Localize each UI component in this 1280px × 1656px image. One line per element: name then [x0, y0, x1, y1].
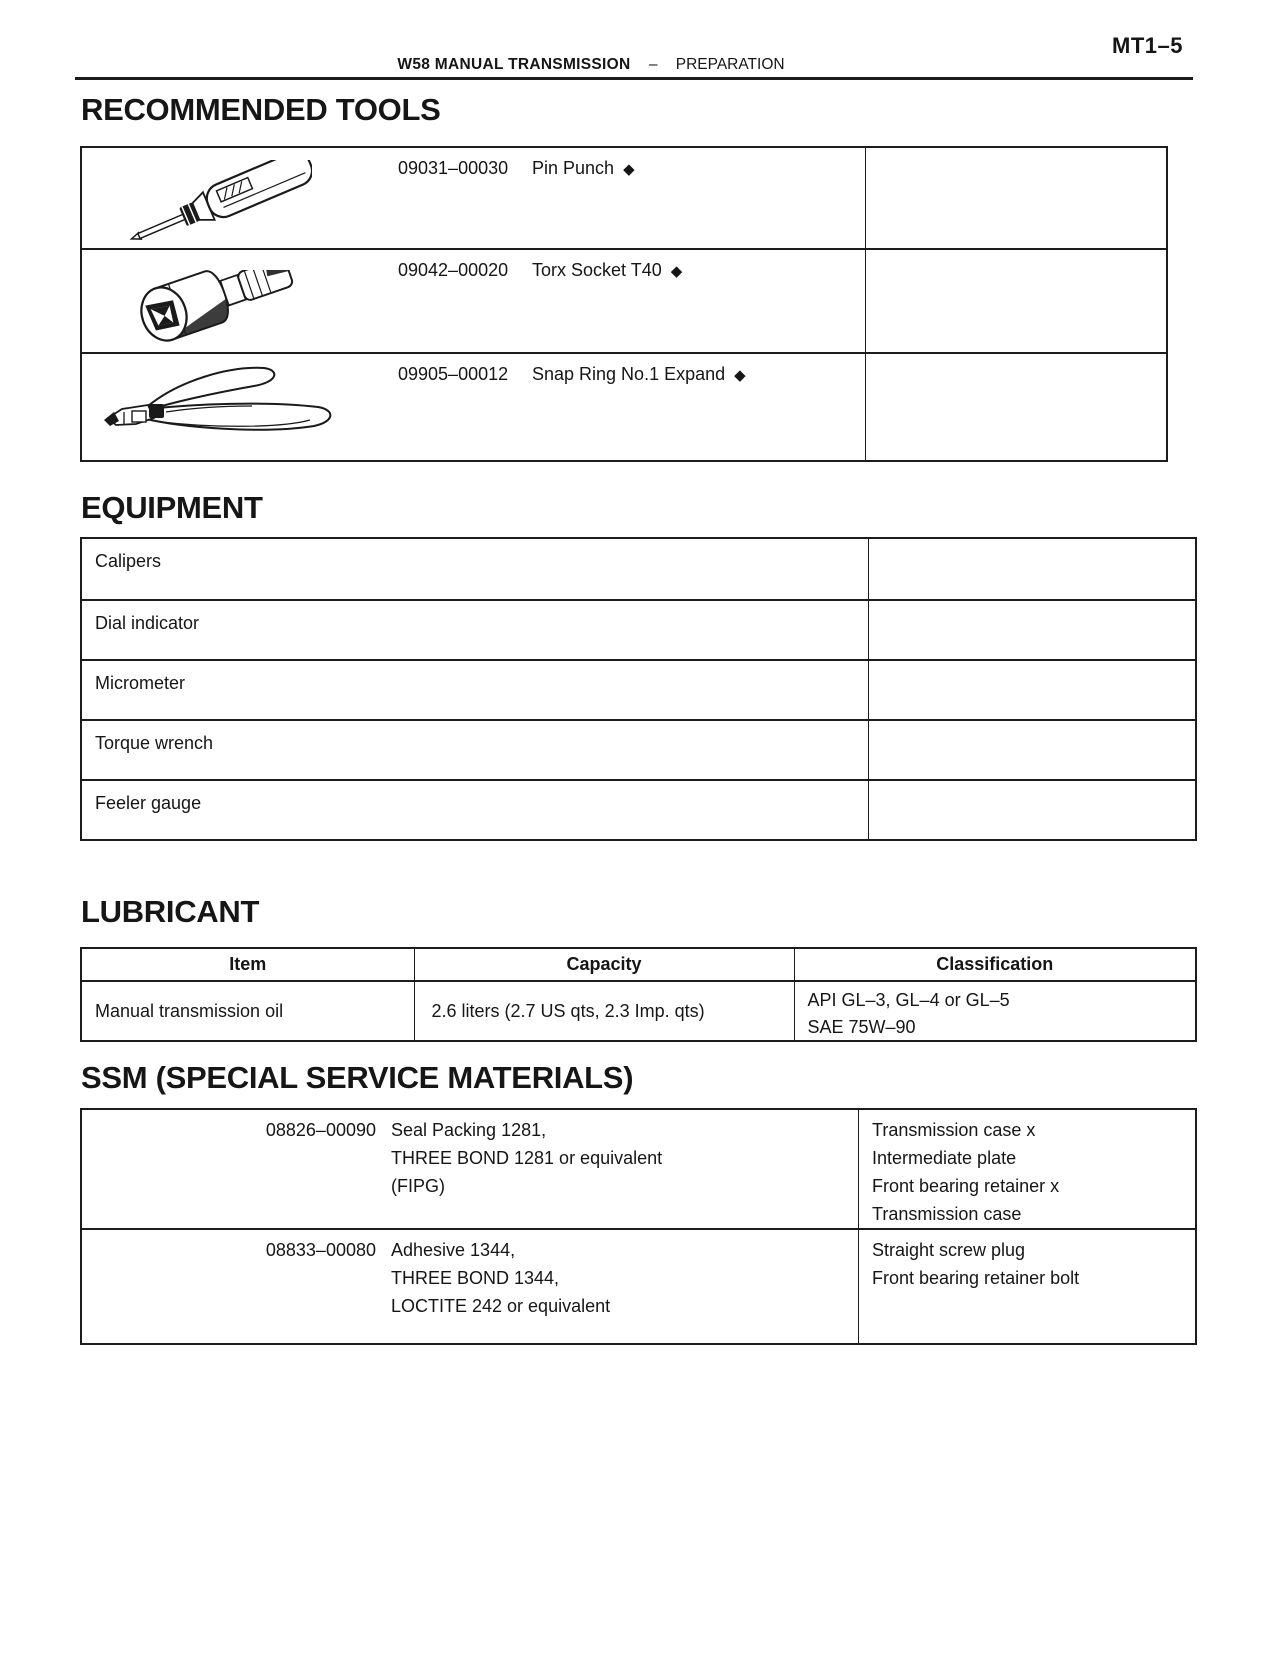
diamond-marker-icon: ◆: [623, 161, 635, 178]
table-row: [82, 248, 1166, 352]
tool-label: [398, 260, 682, 281]
empty-cell: [865, 148, 1166, 248]
lubricant-classification: [794, 982, 1196, 1040]
material-line: (FIPG): [391, 1176, 445, 1196]
equipment-item: Torque wrench: [95, 733, 214, 753]
ssm-heading: SSM (SPECIAL SERVICE MATERIALS): [81, 1060, 634, 1095]
header-separator: –: [648, 56, 658, 73]
table-row: [82, 1228, 1195, 1343]
equipment-item: Feeler gauge: [95, 793, 202, 813]
tool-cell: [82, 354, 865, 460]
empty-cell: [865, 354, 1166, 460]
header-title: W58 MANUAL TRANSMISSION: [397, 56, 631, 73]
empty-cell: [868, 661, 1195, 719]
equipment-item: Dial indicator: [95, 613, 200, 633]
classification-line: SAE 75W–90: [807, 1017, 916, 1037]
table-row: [82, 719, 1195, 779]
table-row: [82, 1110, 1195, 1228]
header-rule: [75, 77, 1193, 80]
table-row: [82, 148, 1166, 248]
ssm-application-cell: [858, 1230, 1195, 1343]
application-line: Straight screw plug: [872, 1240, 1026, 1260]
tool-code: 09031–00030: [398, 158, 509, 178]
recommended-tools-table: [80, 146, 1168, 462]
page-number: MT1–5: [1112, 33, 1183, 58]
material-line: Seal Packing 1281,: [391, 1120, 547, 1140]
lubricant-capacity: 2.6 liters (2.7 US qts, 2.3 Imp. qts): [414, 982, 794, 1040]
material-line: THREE BOND 1281 or equivalent: [391, 1148, 663, 1168]
empty-cell: [868, 721, 1195, 779]
ssm-application-cell: [858, 1110, 1195, 1228]
tool-name: Torx Socket T40: [532, 260, 662, 280]
tool-label: [398, 158, 635, 179]
table-header-row: [82, 949, 1195, 982]
snap-ring-pliers-illustration: [102, 356, 352, 448]
ssm-table: [80, 1108, 1197, 1345]
application-line: Transmission case: [872, 1204, 1022, 1224]
column-header: Classification: [794, 949, 1196, 980]
application-line: Intermediate plate: [872, 1148, 1017, 1168]
tool-name: Snap Ring No.1 Expand: [532, 364, 726, 384]
table-row: [82, 779, 1195, 839]
tool-code: 09905–00012: [398, 364, 509, 384]
table-row: [82, 352, 1166, 460]
empty-cell: [868, 539, 1195, 599]
material-line: Adhesive 1344,: [391, 1240, 516, 1260]
ssm-code: 08826–00090: [265, 1120, 376, 1140]
ssm-code: 08833–00080: [265, 1240, 376, 1260]
lubricant-heading: LUBRICANT: [81, 894, 260, 929]
classification-line: API GL–3, GL–4 or GL–5: [807, 990, 1010, 1010]
table-row: [82, 539, 1195, 599]
tool-code: 09042–00020: [398, 260, 509, 280]
equipment-item: Micrometer: [95, 673, 186, 693]
table-row: [82, 659, 1195, 719]
ssm-material-cell: [82, 1110, 858, 1228]
table-row: [82, 599, 1195, 659]
column-header: Item: [229, 954, 267, 974]
ssm-material-cell: [82, 1230, 858, 1343]
application-line: Transmission case x: [872, 1120, 1036, 1140]
tool-cell: [82, 148, 865, 248]
running-header: [0, 56, 1182, 74]
equipment-table: [80, 537, 1197, 841]
empty-cell: [868, 601, 1195, 659]
recommended-tools-heading: RECOMMENDED TOOLS: [81, 92, 441, 127]
tool-name: Pin Punch: [532, 158, 615, 178]
tool-label: [398, 364, 746, 385]
ssm-material: [391, 1236, 610, 1343]
empty-cell: [865, 250, 1166, 352]
application-line: Front bearing retainer x: [872, 1176, 1060, 1196]
diamond-marker-icon: ◆: [734, 367, 746, 384]
lubricant-item: Manual transmission oil: [95, 1000, 284, 1021]
table-row: [82, 982, 1195, 1040]
pin-punch-illustration: [122, 160, 312, 246]
tool-cell: [82, 250, 865, 352]
diamond-marker-icon: ◆: [670, 263, 683, 280]
header-section: PREPARATION: [675, 56, 785, 73]
column-header: Capacity: [414, 949, 794, 980]
empty-cell: [868, 781, 1195, 839]
material-line: LOCTITE 242 or equivalent: [391, 1296, 611, 1316]
torx-socket-illustration: [134, 270, 299, 348]
lubricant-table: [80, 947, 1197, 1042]
ssm-material: [391, 1116, 662, 1228]
equipment-item: Calipers: [95, 551, 162, 571]
equipment-heading: EQUIPMENT: [81, 490, 263, 525]
material-line: THREE BOND 1344,: [391, 1268, 560, 1288]
application-line: Front bearing retainer bolt: [872, 1268, 1080, 1288]
